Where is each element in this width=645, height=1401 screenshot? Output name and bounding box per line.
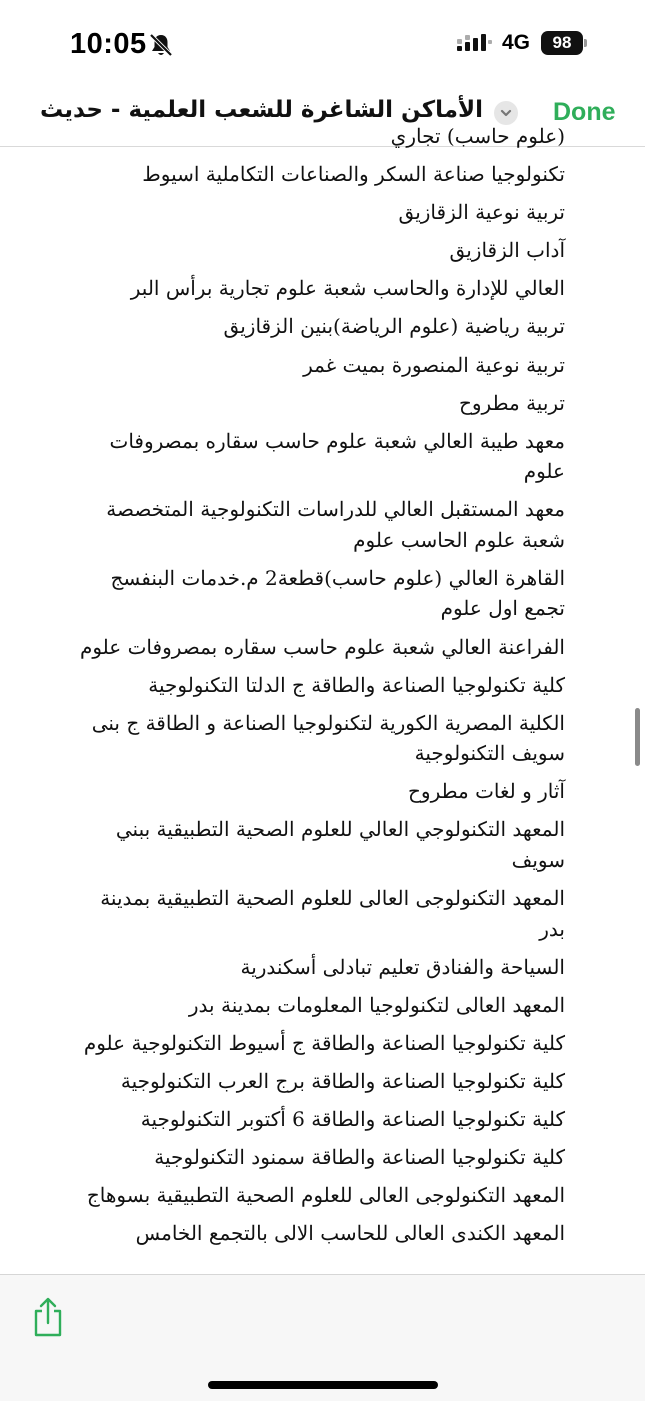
document-text	[0, 121, 645, 1256]
home-indicator	[208, 1381, 438, 1389]
document-line: تربية رياضية (علوم الرياضة)بنين الزقازيق	[223, 314, 565, 339]
document-line: المعهد التكنولوجى العالى للعلوم الصحية التطبيقية بمدينة بدر	[100, 886, 565, 941]
document-line: المعهد العالى لتكنولوجيا المعلومات بمدينة بدر	[188, 992, 565, 1017]
document-line: كلية تكنولوجيا الصناعة والطاقة 6 أكتوبر التكنولوجية	[140, 1106, 565, 1131]
document-line: القاهرة العالي (علوم حاسب)قطعة2 م.خدمات البنفسج تجمع اول علوم	[110, 565, 565, 621]
document-line: كلية تكنولوجيا الصناعة والطاقة ج أسيوط التكنولوجية علوم	[83, 1030, 565, 1055]
battery-tip	[584, 39, 587, 47]
battery-level: 98	[541, 31, 583, 55]
document-title: الأماكن الشاغرة للشعب العلمية - حديث	[40, 97, 483, 123]
document-viewer[interactable]	[0, 124, 645, 1273]
document-line: آداب الزقازيق	[449, 238, 565, 263]
status-time: 10:05	[70, 28, 147, 60]
signal-icon	[456, 32, 494, 56]
scrollbar[interactable]	[635, 708, 640, 766]
bell-slash-icon	[148, 32, 174, 58]
document-line: تربية نوعية الزقازيق	[398, 200, 565, 225]
document-line: كلية تكنولوجيا الصناعة والطاقة برج العرب التكنولوجية	[120, 1068, 565, 1093]
document-line: السياحة والفنادق تعليم تبادلى أسكندرية	[240, 954, 565, 979]
done-button[interactable]: Done	[553, 98, 616, 126]
document-line: تربية مطروح	[458, 390, 565, 415]
status-bar	[0, 0, 645, 90]
document-line: الفراعنة العالي شعبة علوم حاسب سقاره بمصروفات علوم	[79, 634, 565, 659]
document-line: المعهد الكندى العالى للحاسب الالى بالتجمع الخامس	[135, 1221, 565, 1246]
bottom-toolbar	[0, 1274, 645, 1401]
document-line: كلية تكنولوجيا الصناعة والطاقة ج الدلتا التكنولوجية	[148, 672, 565, 697]
document-line: تربية نوعية المنصورة بميت غمر	[303, 352, 565, 377]
document-line: المعهد التكنولوجي العالي للعلوم الصحية التطبيقية ببني سويف	[115, 817, 565, 872]
document-line: (علوم حاسب) تجاري	[390, 124, 565, 148]
document-line: العالي للإدارة والحاسب شعبة علوم تجارية برأس البر	[130, 276, 565, 301]
battery-indicator	[541, 31, 587, 55]
document-line: كلية تكنولوجيا الصناعة والطاقة سمنود التكنولوجية	[154, 1145, 565, 1170]
document-line: تكنولوجيا صناعة السكر والصناعات التكاملية اسيوط	[142, 162, 565, 187]
document-line: آثار و لغات مطروح	[408, 779, 565, 804]
document-line: معهد المستقبل العالي للدراسات التكنولوجية المتخصصة شعبة علوم الحاسب علوم	[106, 497, 565, 552]
document-line: الكلية المصرية الكورية لتكنولوجيا الصناعة و الطاقة ج بنى سويف التكنولوجية	[91, 710, 565, 766]
network-type: 4G	[502, 31, 531, 54]
document-line: المعهد التكنولوجى العالى للعلوم الصحية التطبيقية بسوهاج	[86, 1183, 565, 1208]
document-line: معهد طيبة العالي شعبة علوم حاسب سقاره بمصروفات علوم	[109, 428, 565, 484]
share-icon[interactable]	[32, 1297, 64, 1337]
